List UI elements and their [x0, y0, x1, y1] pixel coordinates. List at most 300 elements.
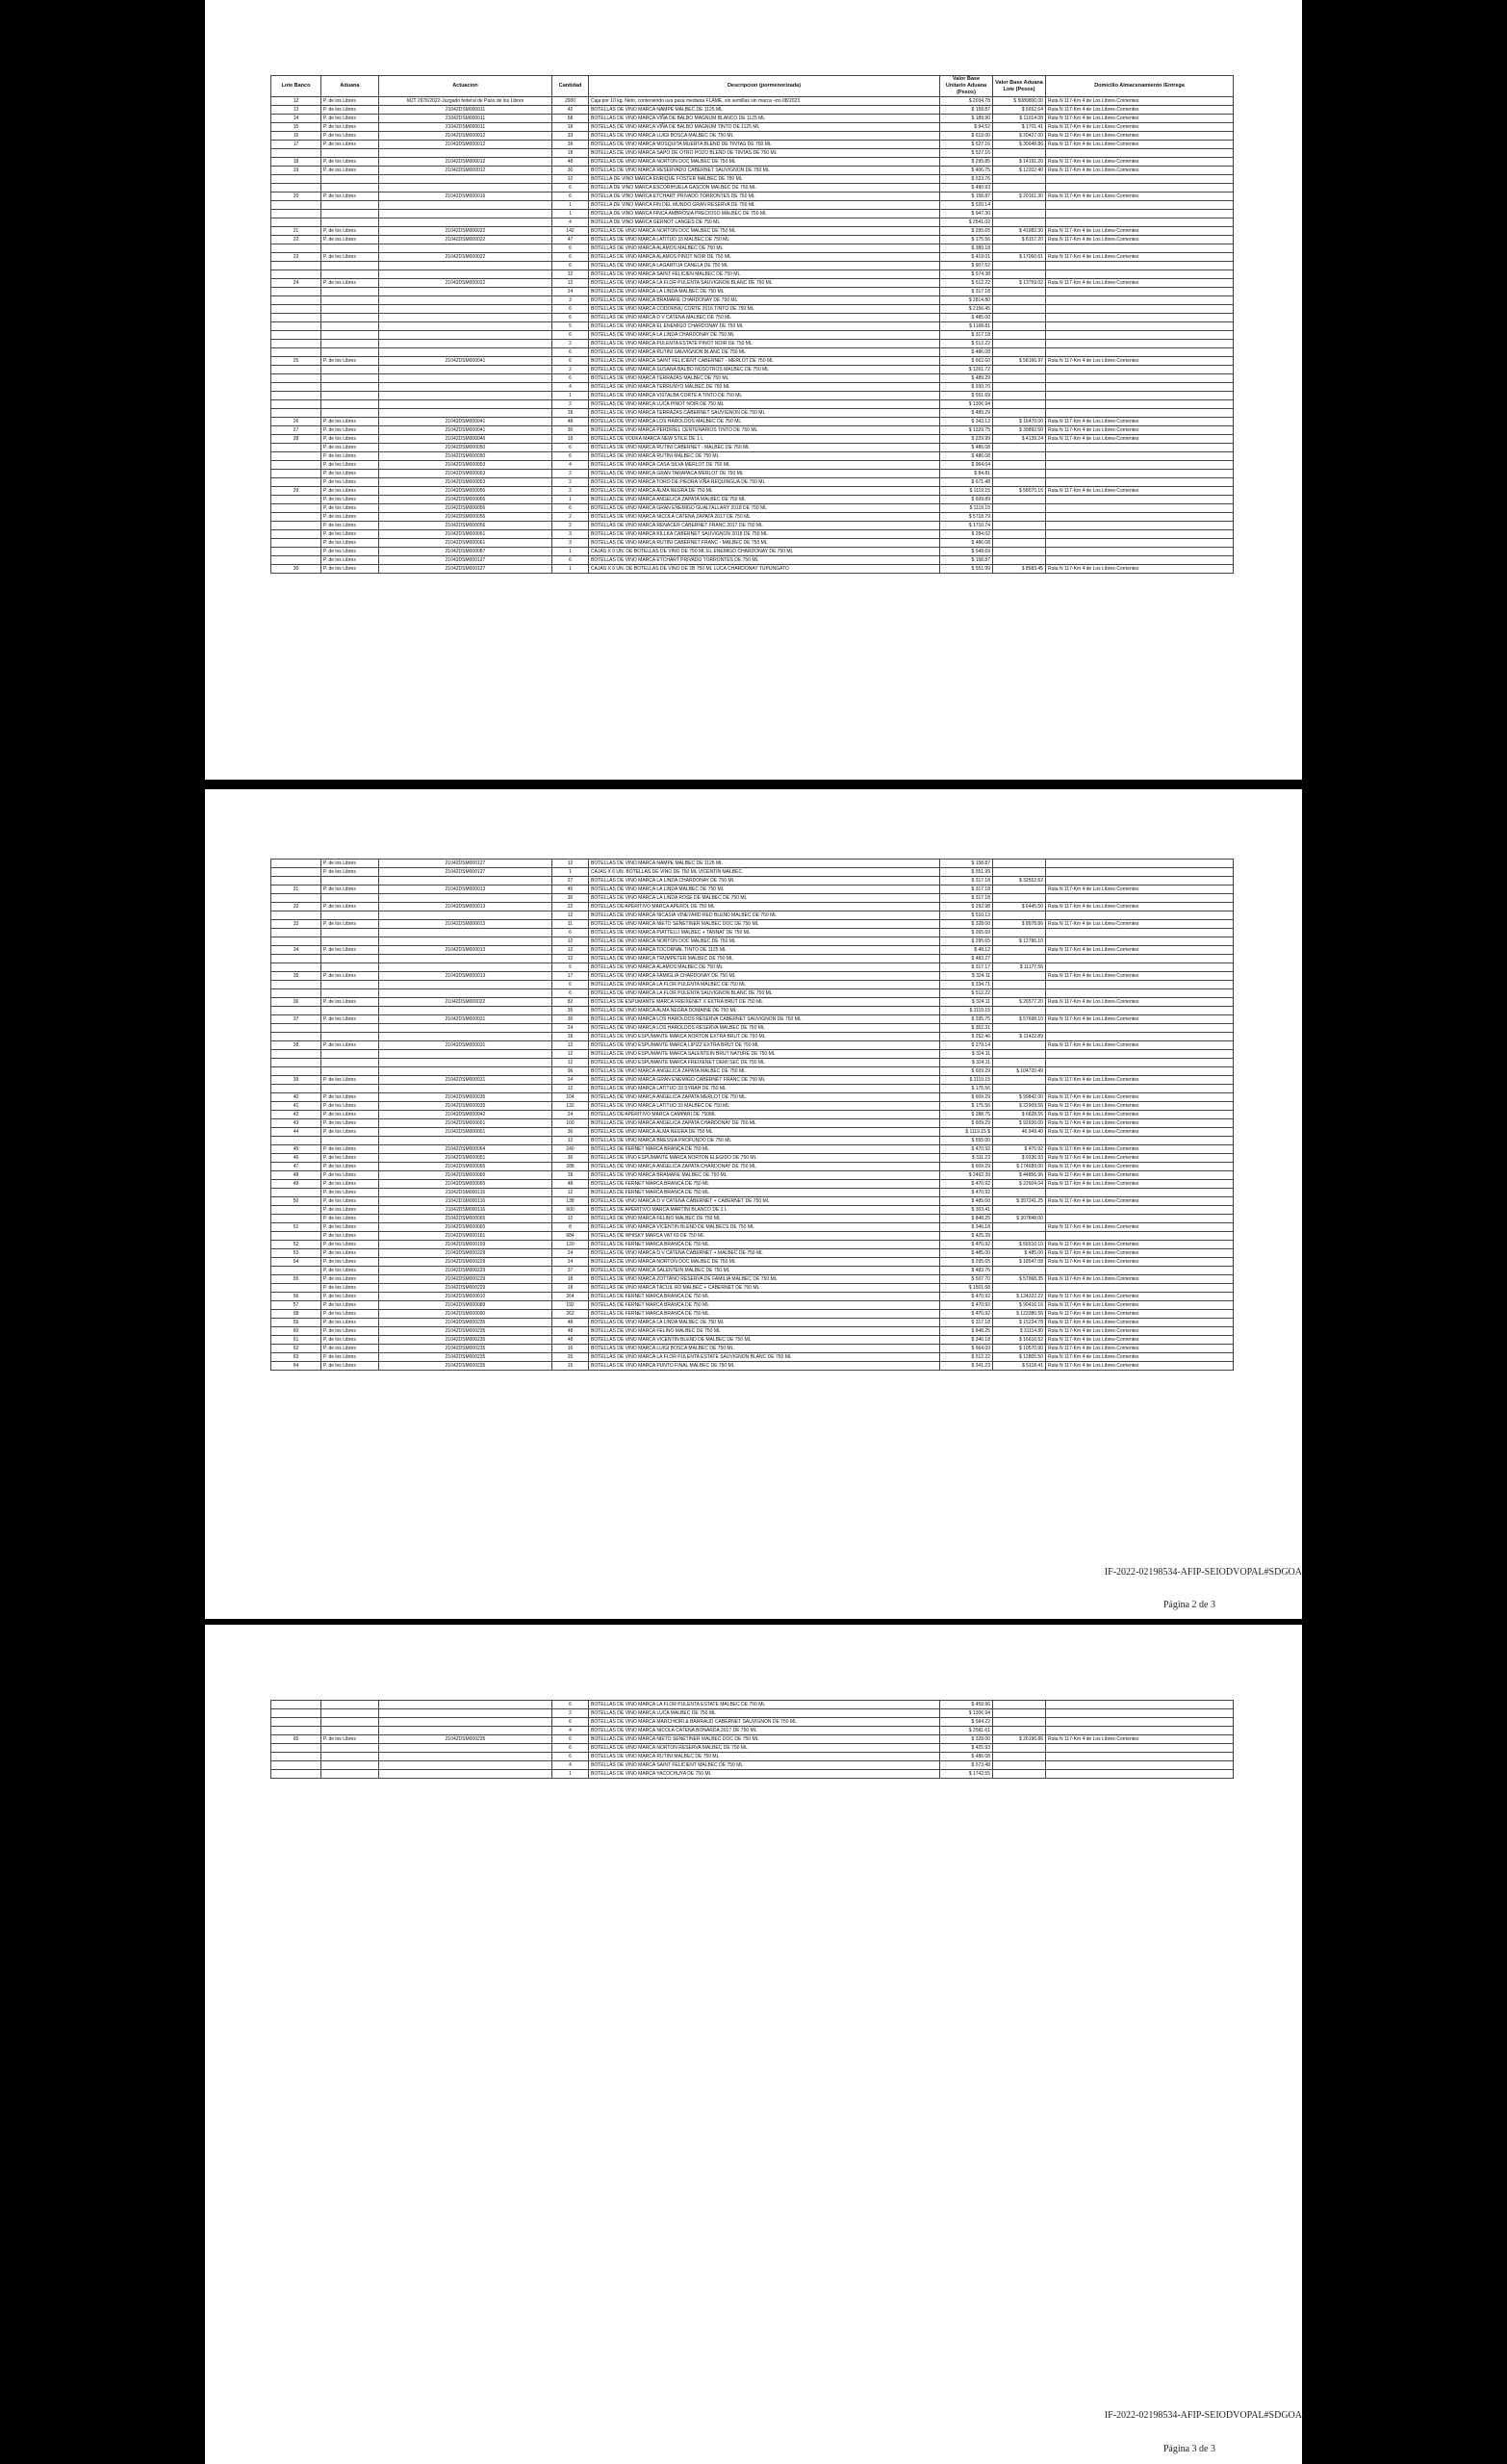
cell-actuacion: 21042DSM000051 — [379, 1128, 552, 1137]
cell-actuacion: 21042DSM000053 — [379, 478, 552, 487]
cell-valor-unitario: $ 2814.80 — [940, 296, 993, 305]
cell-actuacion: 21042DSM000012 — [379, 141, 552, 149]
cell-cantidad: 17 — [552, 972, 589, 981]
cell-domicilio — [1046, 496, 1234, 504]
cell-descripcion: BOTELLAS DE VINO MARCA ANGELICA ZAPATA CHARDONAY DE 750 ML — [589, 1119, 940, 1128]
cell-actuacion: 21042DSM000127 — [379, 860, 552, 868]
cell-lote — [271, 400, 321, 409]
table-row — [271, 426, 1234, 435]
cell-actuacion: 21042DSM000031 — [379, 1015, 552, 1024]
cell-domicilio — [1046, 1033, 1234, 1041]
table-row — [271, 1145, 1234, 1154]
cell-aduana: P. de los Libres — [321, 1362, 379, 1371]
cell-aduana — [321, 1744, 379, 1753]
cell-valor-lote — [993, 1024, 1046, 1033]
table-row — [271, 860, 1234, 868]
cell-valor-lote — [993, 1267, 1046, 1275]
cell-domicilio: Ruta N 117-Km 4 de Los Libres-Corrientes — [1046, 1362, 1234, 1371]
cell-domicilio — [1046, 322, 1234, 331]
cell-aduana: P. de los Libres — [321, 903, 379, 911]
cell-descripcion: BOTELLAS DE VINO MARCA FELINO MALBEC DE 750 ML — [589, 1327, 940, 1336]
cell-valor-unitario: $ 609.29 — [940, 1119, 993, 1128]
table-row — [271, 972, 1234, 981]
cell-valor-lote: $ 22604.04 — [993, 1180, 1046, 1189]
goods-table-page-1 — [270, 75, 1234, 574]
cell-domicilio: Ruta N 117-Km 4 de Los Libres-Corrientes — [1046, 106, 1234, 115]
cell-descripcion: BOTELLAS DE VINO MARCA LA LINDA ROSE DE MALBEC DE 750 ML — [589, 894, 940, 903]
cell-cantidad: 3 — [552, 296, 589, 305]
table-row — [271, 1050, 1234, 1059]
cell-descripcion: BOTELLAS DE VINO MARCA ALMA NEGRA DOMAINE DE 750 ML — [589, 1007, 940, 1015]
cell-descripcion: BOTELLAS DE VINO MARCA PIATTELLI MALBEC + TANNAT DE 750 ML — [589, 929, 940, 937]
cell-valor-unitario: $ 317.17 — [940, 963, 993, 972]
cell-actuacion: 21042DSM000022 — [379, 998, 552, 1007]
cell-valor-unitario: $ 609.29 — [940, 1163, 993, 1171]
cell-domicilio — [1046, 175, 1234, 184]
cell-domicilio: Ruta N 117-Km 4 de Los Libres-Corrientes — [1046, 123, 1234, 132]
table-row — [271, 903, 1234, 911]
cell-lote — [271, 444, 321, 452]
cell-lote — [271, 894, 321, 903]
cell-valor-unitario: $ 486.08 — [940, 1753, 993, 1761]
cell-lote — [271, 868, 321, 877]
cell-cantidad: 33 — [552, 132, 589, 141]
cell-actuacion: 21042DSM000035 — [379, 1102, 552, 1111]
cell-valor-lote — [993, 1050, 1046, 1059]
cell-valor-unitario: $ 671.48 — [940, 478, 993, 487]
cell-aduana: P. de los Libres — [321, 470, 379, 478]
cell-cantidad: 18 — [552, 149, 589, 158]
table-row — [271, 322, 1234, 331]
cell-valor-lote — [993, 1770, 1046, 1779]
cell-actuacion: 21042DSM000010 — [379, 1293, 552, 1301]
cell-aduana: P. de los Libres — [321, 1275, 379, 1284]
cell-valor-lote: $ 485.00 — [993, 1249, 1046, 1258]
cell-domicilio: Ruta N 117-Km 4 de Los Libres-Corrientes — [1046, 1735, 1234, 1744]
cell-aduana: P. de los Libres — [321, 1111, 379, 1119]
cell-cantidad: 6 — [552, 253, 589, 262]
cell-aduana — [321, 1024, 379, 1033]
cell-descripcion: BOTELLAS DE FERNET MARCA BRANCA DE 750 ML — [589, 1293, 940, 1301]
cell-aduana: P. de los Libres — [321, 565, 379, 574]
cell-aduana: P. de los Libres — [321, 1206, 379, 1215]
cell-valor-unitario: $ 584.22 — [940, 1718, 993, 1727]
cell-descripcion: BOTELLAS DE VINO MARCA LOS HAROLDOS RESERVA MALBEC DE 750 ML — [589, 1024, 940, 1033]
cell-descripcion: BOTELLAS DE VINO MARCA ALMA NEGRA DE 750 ML — [589, 1128, 940, 1137]
cell-actuacion — [379, 149, 552, 158]
cell-lote: 14 — [271, 115, 321, 123]
cell-lote: 54 — [271, 1258, 321, 1267]
cell-domicilio — [1046, 1770, 1234, 1779]
cell-valor-lote — [993, 374, 1046, 383]
cell-domicilio: Ruta N 117-Km 4 de Los Libres-Corrientes — [1046, 1041, 1234, 1050]
cell-domicilio — [1046, 1137, 1234, 1145]
cell-valor-lote: $ 58166.97 — [993, 357, 1046, 366]
cell-lote: 43 — [271, 1119, 321, 1128]
cell-actuacion: 21042DSM000235 — [379, 1735, 552, 1744]
cell-actuacion: 21042DSM000229 — [379, 1284, 552, 1293]
cell-actuacion — [379, 270, 552, 279]
table-row — [271, 504, 1234, 513]
cell-domicilio — [1046, 1701, 1234, 1709]
cell-aduana: P. de los Libres — [321, 426, 379, 435]
cell-valor-unitario: $ 486.08 — [940, 444, 993, 452]
cell-cantidad: 1 — [552, 548, 589, 556]
cell-domicilio — [1046, 1744, 1234, 1753]
cell-aduana: P. de los Libres — [321, 972, 379, 981]
cell-actuacion — [379, 175, 552, 184]
cell-aduana — [321, 1701, 379, 1709]
cell-valor-lote: $ 41982.30 — [993, 227, 1046, 236]
cell-lote: 19 — [271, 167, 321, 175]
cell-cantidad: 18 — [552, 1275, 589, 1284]
cell-domicilio — [1046, 383, 1234, 392]
cell-actuacion — [379, 305, 552, 314]
cell-actuacion: 21042DSM000022 — [379, 253, 552, 262]
cell-lote — [271, 409, 321, 418]
cell-lote: 17 — [271, 141, 321, 149]
cell-cantidad: 24 — [552, 1249, 589, 1258]
cell-cantidad: 6 — [552, 556, 589, 565]
cell-actuacion — [379, 348, 552, 357]
cell-cantidad: 58 — [552, 115, 589, 123]
col-header-domicilio: Domicilio Almacenamiento /Entrega — [1046, 76, 1234, 97]
cell-lote — [271, 1007, 321, 1015]
cell-valor-lote — [993, 946, 1046, 955]
cell-valor-lote — [993, 1718, 1046, 1727]
table-row — [271, 1128, 1234, 1137]
cell-valor-unitario: $ 486.08 — [940, 539, 993, 548]
cell-domicilio — [1046, 894, 1234, 903]
table-row — [271, 340, 1234, 348]
cell-domicilio: Ruta N 117-Km 4 de Los Libres-Corrientes — [1046, 1327, 1234, 1336]
cell-aduana: P. de los Libres — [321, 1249, 379, 1258]
cell-aduana — [321, 989, 379, 998]
cell-actuacion: 21042DSM000235 — [379, 1362, 552, 1371]
cell-cantidad: 24 — [552, 288, 589, 296]
cell-descripcion: BOTELLAS DE VINO MARCA LA FLOR PULENTA ESTATE MALBEC DE 750 ML — [589, 1701, 940, 1709]
cell-lote — [271, 262, 321, 270]
cell-valor-lote — [993, 1284, 1046, 1293]
cell-actuacion: 21042DSM000116 — [379, 1206, 552, 1215]
table-row — [271, 409, 1234, 418]
cell-cantidad: 48 — [552, 1319, 589, 1327]
table-row — [271, 227, 1234, 236]
cell-cantidad: 48 — [552, 418, 589, 426]
cell-cantidad: 8 — [552, 1223, 589, 1232]
table-row — [271, 1735, 1234, 1744]
cell-cantidad: 2 — [552, 400, 589, 409]
cell-domicilio: Ruta N 117-Km 4 de Los Libres-Corrientes — [1046, 1301, 1234, 1310]
cell-valor-lote — [993, 1007, 1046, 1015]
cell-cantidad: 12 — [552, 175, 589, 184]
cell-descripcion: BOTELLAS DE VINO ESPUMANTE MARCA NORTON EXTRA BRUT DE 750 ML — [589, 1033, 940, 1041]
cell-valor-lote — [993, 201, 1046, 210]
cell-lote: 46 — [271, 1154, 321, 1163]
table-header-row — [271, 76, 1234, 97]
table-row — [271, 1206, 1234, 1215]
cell-valor-unitario: $ 328.00 — [940, 920, 993, 929]
cell-lote: 63 — [271, 1353, 321, 1362]
table-row — [271, 218, 1234, 227]
cell-valor-lote: $ 6445.50 — [993, 903, 1046, 911]
cell-lote: 38 — [271, 1041, 321, 1050]
cell-cantidad: 42 — [552, 106, 589, 115]
cell-valor-unitario: $ 551.99 — [940, 565, 993, 574]
cell-valor-lote: $ 20161.30 — [993, 192, 1046, 201]
cell-valor-unitario: $ 1306.94 — [940, 1709, 993, 1718]
cell-valor-lote — [993, 348, 1046, 357]
cell-aduana: P. de los Libres — [321, 920, 379, 929]
cell-actuacion — [379, 1709, 552, 1718]
cell-actuacion — [379, 1761, 552, 1770]
table-row — [271, 1353, 1234, 1362]
cell-valor-unitario: $ 324.11 — [940, 1059, 993, 1067]
cell-valor-lote — [993, 149, 1046, 158]
cell-aduana — [321, 366, 379, 374]
cell-domicilio — [1046, 348, 1234, 357]
table-row — [271, 106, 1234, 115]
cell-descripcion: BOTELLAS DE VINO MARCA TACUIL RD MALBEC + CABERNET DE 750 ML — [589, 1284, 940, 1293]
cell-lote — [271, 1059, 321, 1067]
cell-domicilio — [1046, 201, 1234, 210]
cell-actuacion: 21042DSM000065 — [379, 1180, 552, 1189]
cell-descripcion: BOTELLAS DE VINO MARCA SAINT FELICIEN MALBEC DE 750 ML — [589, 270, 940, 279]
cell-actuacion: 21042DSM000056 — [379, 496, 552, 504]
table-row — [271, 1709, 1234, 1718]
cell-valor-unitario: $ 848.25 — [940, 1327, 993, 1336]
cell-cantidad: 48 — [552, 1327, 589, 1336]
cell-valor-unitario: $ 389.18 — [940, 244, 993, 253]
cell-descripcion: BOTELLAS DE VINO MARCA PERDRIEL CENTENARIOS TINTO DE 750 ML — [589, 426, 940, 435]
cell-valor-lote: $ 56510.10 — [993, 1241, 1046, 1249]
cell-domicilio: Ruta N 117-Km 4 de Los Libres-Corrientes — [1046, 192, 1234, 201]
table-row — [271, 496, 1234, 504]
cell-valor-lote — [993, 1761, 1046, 1770]
table-row — [271, 97, 1234, 106]
cell-actuacion — [379, 340, 552, 348]
table-row — [271, 1753, 1234, 1761]
cell-valor-unitario: $ 930.70 — [940, 383, 993, 392]
table-row — [271, 946, 1234, 955]
cell-valor-lote: $ 8878.86 — [993, 920, 1046, 929]
cell-lote — [271, 305, 321, 314]
cell-valor-unitario: $ 1168.81 — [940, 322, 993, 331]
cell-valor-unitario: $ 470.92 — [940, 1145, 993, 1154]
cell-actuacion: 21042DSM000065 — [379, 1163, 552, 1171]
cell-domicilio — [1046, 911, 1234, 920]
cell-valor-unitario: $ 485.00 — [940, 314, 993, 322]
cell-actuacion: 21042DSM000011 — [379, 123, 552, 132]
cell-domicilio: Ruta N 117-Km 4 de Los Libres-Corrientes — [1046, 1163, 1234, 1171]
cell-descripcion: BOTELLAS DE VINO MARCA CASA SILVA MERLOT DE 750 ML — [589, 461, 940, 470]
cell-cantidad: 6 — [552, 262, 589, 270]
table-row — [271, 1770, 1234, 1779]
cell-lote — [271, 1284, 321, 1293]
cell-cantidad: 30 — [552, 894, 589, 903]
table-row — [271, 270, 1234, 279]
cell-actuacion — [379, 409, 552, 418]
cell-actuacion: 21042DSM000013 — [379, 972, 552, 981]
table-row — [271, 998, 1234, 1007]
cell-domicilio: Ruta N 117-Km 4 de Los Libres-Corrientes — [1046, 1171, 1234, 1180]
cell-actuacion: 21042DSM000022 — [379, 227, 552, 236]
cell-actuacion: 21042DSM000013 — [379, 886, 552, 894]
cell-valor-lote: $ 124322.22 — [993, 1293, 1046, 1301]
cell-cantidad: 6 — [552, 192, 589, 201]
cell-valor-lote — [993, 513, 1046, 522]
cell-valor-unitario: $ 335.75 — [940, 1015, 993, 1024]
cell-aduana: P. de los Libres — [321, 868, 379, 877]
cell-actuacion — [379, 1718, 552, 1727]
cell-cantidad: 142 — [552, 227, 589, 236]
cell-descripcion: BOTELLA DE VINO MARCA FIN DEL MUNDO GRAN RESERVA DE 750 ML — [589, 201, 940, 210]
cell-cantidad: 15 — [552, 1362, 589, 1371]
cell-valor-lote — [993, 868, 1046, 877]
cell-descripcion: BOTELLAS DE VINO MARCA SUSANA BALBO NOSOTROS MALBEC DE 750 ML — [589, 366, 940, 374]
cell-domicilio: Ruta N 117-Km 4 de Los Libres-Corrientes — [1046, 1336, 1234, 1345]
cell-lote: 26 — [271, 418, 321, 426]
cell-lote: 60 — [271, 1327, 321, 1336]
cell-actuacion: 21042DSM000041 — [379, 426, 552, 435]
cell-valor-unitario: $ 352.31 — [940, 1024, 993, 1033]
cell-actuacion — [379, 1770, 552, 1779]
cell-cantidad: 4 — [552, 461, 589, 470]
table-row — [271, 1085, 1234, 1093]
cell-valor-unitario: $ 317.18 — [940, 886, 993, 894]
table-row — [271, 141, 1234, 149]
cell-valor-unitario: $ 317.18 — [940, 877, 993, 886]
cell-domicilio — [1046, 331, 1234, 340]
col-header-aduana: Aduana — [321, 76, 379, 97]
cell-descripcion: BOTELLAS DE VINO MARCA RESERVADO CABERNET SAUVIGNON DE 750 ML — [589, 167, 940, 175]
cell-cantidad: 1 — [552, 201, 589, 210]
cell-descripcion: BOTELLAS DE VINO ESPUMANTE MARCA FREIXENET DEMI SEC DE 750 ML — [589, 1059, 940, 1067]
cell-aduana: P. de los Libres — [321, 1128, 379, 1137]
cell-aduana — [321, 963, 379, 972]
cell-valor-unitario: $ 485.00 — [940, 1249, 993, 1258]
cell-domicilio: Ruta N 117-Km 4 de Los Libres-Corrientes — [1046, 141, 1234, 149]
cell-domicilio — [1046, 548, 1234, 556]
cell-descripcion: BOTELLAS DE VINO MARCA VISTALBA CORTE A TINTO DE 750 ML — [589, 392, 940, 400]
cell-lote — [271, 296, 321, 305]
cell-actuacion: 21042DSM000065 — [379, 1223, 552, 1232]
cell-valor-lote — [993, 981, 1046, 989]
cell-domicilio: Ruta N 117-Km 4 de Los Libres-Corrientes — [1046, 946, 1234, 955]
cell-cantidad: 6 — [552, 1753, 589, 1761]
cell-cantidad: 2900 — [552, 97, 589, 106]
table-row — [271, 981, 1234, 989]
cell-descripcion: BOTELLAS DE VINO MARCA D V CATENA CABERNET + MALBEC DE 750 ML — [589, 1249, 940, 1258]
cell-descripcion: BOTELLAS DE VINO MARCA LA LINDA MALBEC DE 750 ML — [589, 886, 940, 894]
table-row — [271, 1727, 1234, 1735]
cell-valor-lote: $ 57698.10 — [993, 1015, 1046, 1024]
cell-aduana — [321, 218, 379, 227]
cell-cantidad: 11 — [552, 920, 589, 929]
cell-valor-lote: $ 99842.00 — [993, 1093, 1046, 1102]
cell-lote: 47 — [271, 1163, 321, 1171]
cell-actuacion: 21042DSM000235 — [379, 1353, 552, 1362]
cell-lote — [271, 522, 321, 530]
cell-domicilio: Ruta N 117-Km 4 de Los Libres-Corrientes — [1046, 132, 1234, 141]
cell-valor-lote — [993, 470, 1046, 478]
cell-aduana: P. de los Libres — [321, 1171, 379, 1180]
cell-actuacion: 21042DSM000116 — [379, 1197, 552, 1206]
cell-descripcion: BOTELLAS DE VINO MARCA TRUMPETER MALBEC DE 750 ML — [589, 955, 940, 963]
cell-descripcion: BOTELLAS DE VINO MARCA LA LINDA CHARDONAY DE 750 ML — [589, 331, 940, 340]
cell-valor-lote: $ 307848.00 — [993, 1215, 1046, 1223]
cell-cantidad: 12 — [552, 270, 589, 279]
table-row — [271, 210, 1234, 218]
cell-descripcion: BOTELLAS DE VINO MARCA GRAN ENEMIGO GUALTALLARY 2018 DE 750 ML — [589, 504, 940, 513]
cell-cantidad: 262 — [552, 1310, 589, 1319]
cell-descripcion: BOTELLAS DE VINO MARCA GRAN TARAPACA MERLOT DE 750 ML — [589, 470, 940, 478]
table-row — [271, 331, 1234, 340]
cell-aduana: P. de los Libres — [321, 1327, 379, 1336]
cell-descripcion: BOTELLAS DE VINO MARCA ETCHART PRIVADO TORRONTES DE 750 ML — [589, 556, 940, 565]
cell-aduana: P. de los Libres — [321, 998, 379, 1007]
cell-valor-unitario: $ 470.92 — [940, 1310, 993, 1319]
cell-descripcion: BOTELLAS DE VINO MARCA ALAMOS PINOT NOIR DE 750 ML — [589, 253, 940, 262]
cell-valor-unitario: $ 1119.15 — [940, 487, 993, 496]
cell-cantidad: 6 — [552, 244, 589, 253]
cell-actuacion — [379, 400, 552, 409]
cell-descripcion: BOTELLAS DE VINO MARCA SAINT FELICIENT CABERNET - MERLOT DE 750 ML — [589, 357, 940, 366]
table-row — [271, 911, 1234, 920]
goods-table-page-2 — [270, 859, 1234, 1371]
cell-actuacion: 21042DSM000065 — [379, 1171, 552, 1180]
cell-valor-lote — [993, 1753, 1046, 1761]
table-row — [271, 470, 1234, 478]
cell-actuacion: 21042DSM000056 — [379, 504, 552, 513]
cell-aduana: P. de los Libres — [321, 1336, 379, 1345]
cell-valor-unitario: $ 664.09 — [940, 1345, 993, 1353]
table-row — [271, 1067, 1234, 1076]
cell-actuacion: 21042DSM000046 — [379, 435, 552, 444]
table-row — [271, 1319, 1234, 1327]
cell-domicilio: Ruta N 117-Km 4 de Los Libres-Corrientes — [1046, 1223, 1234, 1232]
cell-aduana — [321, 201, 379, 210]
cell-valor-unitario: $ 252.46 — [940, 1033, 993, 1041]
cell-cantidad: 6 — [552, 305, 589, 314]
cell-descripcion: BOTELLAS DE VINO MARCA VICENTIN BLEND DE MALBECS DE 750 ML — [589, 1223, 940, 1232]
cell-cantidad: 5 — [552, 322, 589, 331]
cell-descripcion: BOTELLA DE VINO MARCA ENRIQUE FOSTER MALBEC DE 750 ML — [589, 175, 940, 184]
cell-valor-unitario: $ 175.56 — [940, 236, 993, 244]
goods-table-page-3 — [270, 1700, 1234, 1779]
cell-cantidad: 30 — [552, 426, 589, 435]
cell-valor-lote: $ 8157.20 — [993, 236, 1046, 244]
cell-domicilio — [1046, 1215, 1234, 1223]
cell-domicilio: Ruta N 117-Km 4 de Los Libres-Corrientes — [1046, 1241, 1234, 1249]
cell-domicilio — [1046, 305, 1234, 314]
cell-cantidad: 2 — [552, 513, 589, 522]
cell-domicilio — [1046, 314, 1234, 322]
cell-aduana: P. de los Libres — [321, 192, 379, 201]
cell-descripcion: BOTELLAS DE VINO MARCA LUIGI BOSCA MALBEC DE 750 ML — [589, 132, 940, 141]
cell-cantidad: 2 — [552, 340, 589, 348]
cell-cantidad: 132 — [552, 1102, 589, 1111]
cell-cantidad: 6 — [552, 929, 589, 937]
cell-actuacion: 21042DSM000016 — [379, 192, 552, 201]
table-row — [271, 452, 1234, 461]
cell-domicilio: Ruta N 117-Km 4 de Los Libres-Corrientes — [1046, 1275, 1234, 1284]
table-row — [271, 175, 1234, 184]
cell-domicilio — [1046, 270, 1234, 279]
table-row — [271, 149, 1234, 158]
cell-lote: 35 — [271, 972, 321, 981]
table-row — [271, 1215, 1234, 1223]
